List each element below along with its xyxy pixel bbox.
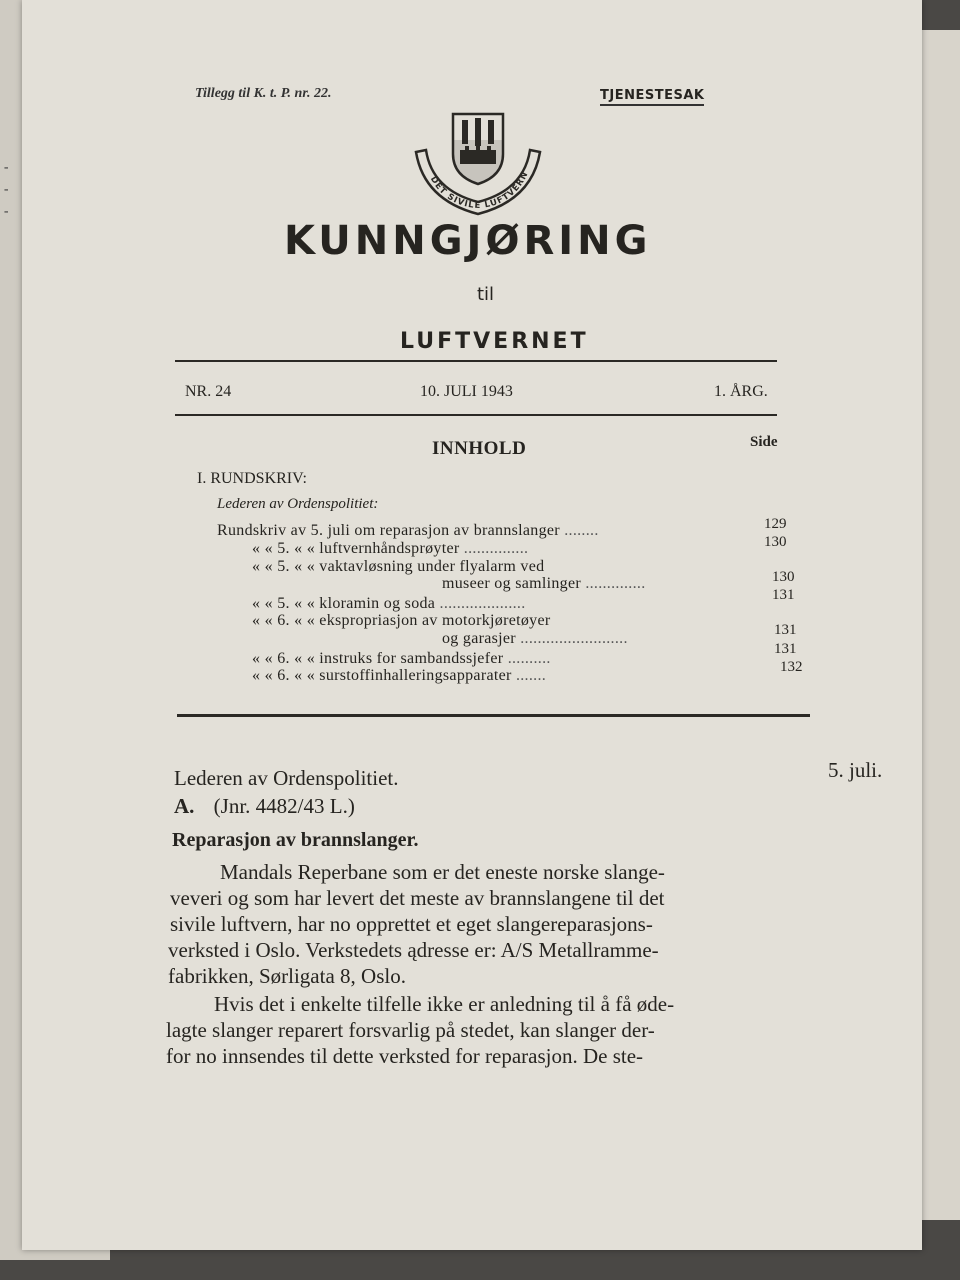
- divider: [175, 360, 777, 362]
- article-issuer: Lederen av Ordenspolitiet.: [174, 766, 399, 790]
- issue-date: 10. JULI 1943: [420, 383, 513, 400]
- crest-banner-text: DET SIVILE LUFTVERN: [427, 169, 531, 212]
- toc-entry: [217, 522, 599, 540]
- issue-number: NR. 24: [185, 383, 232, 400]
- toc-entry: [252, 667, 546, 685]
- toc-entry: [252, 595, 526, 613]
- toc-page-number: 129: [764, 516, 787, 532]
- toc-entry: [252, 558, 544, 576]
- toc-leader: ..........: [507, 650, 551, 667]
- toc-leader: ........: [564, 522, 599, 539]
- toc-page-number: 131: [774, 641, 797, 657]
- supplement-note: Tillegg til K. t. P. nr. 22.: [195, 86, 332, 101]
- article-heading: Reparasjon av brannslanger.: [172, 829, 419, 851]
- toc-entry: [252, 650, 551, 668]
- toc-page-number: 130: [772, 569, 795, 585]
- article-line: for no innsendes til dette verksted for reparasjon. De ste-: [166, 1044, 644, 1068]
- contents-section: I. RUNDSKRIV:: [197, 470, 307, 487]
- toc-entry-text: « « 5. « « vaktavløsning under flyalarm ved: [252, 558, 545, 575]
- toc-entry: [252, 612, 550, 630]
- contents-heading: INNHOLD: [432, 438, 527, 459]
- divider: [177, 714, 810, 717]
- service-stamp: TJENESTESAK: [600, 88, 704, 106]
- toc-entry-text: « « 6. « « ekspropriasjon av motorkjøretøyer: [252, 612, 551, 629]
- toc-page-number: 130: [764, 534, 787, 550]
- toc-entry: [252, 540, 528, 558]
- toc-leader: ....................: [439, 595, 526, 612]
- toc-leader: .......: [515, 667, 547, 684]
- article-line: veveri og som har levert det meste av brannslangene til det: [170, 886, 665, 910]
- contents-subsection: Lederen av Ordenspolitiet:: [217, 496, 379, 512]
- article-line: lagte slanger reparert forsvarlig på stedet, kan slanger der-: [166, 1018, 655, 1042]
- document-title: KUNNGJØRING: [284, 218, 652, 264]
- title-connector: til: [477, 284, 495, 305]
- toc-entry-text: museer og samlinger: [442, 575, 581, 592]
- toc-leader: ..............: [585, 575, 646, 592]
- underlying-page-mark: -: [2, 160, 11, 176]
- toc-entry-text: « « 6. « « instruks for sambandssjefer: [252, 650, 504, 667]
- toc-entry-continuation: [442, 630, 628, 648]
- article-journal-number: (Jnr. 4482/43 L.): [213, 794, 355, 818]
- toc-entry-text: og garasjer: [442, 630, 516, 647]
- underlying-page-mark: -: [2, 182, 11, 198]
- article-reference-letter: A.: [174, 794, 195, 818]
- toc-page-number: 131: [774, 622, 797, 638]
- document-page: [22, 0, 922, 1250]
- page-column-label: Side: [750, 434, 778, 450]
- toc-entry-text: « « 5. « « luftvernhåndsprøyter: [252, 540, 460, 557]
- article-line: fabrikken, Sørligata 8, Oslo.: [168, 964, 406, 988]
- divider: [175, 414, 777, 416]
- article-line: sivile luftvern, har no opprettet et eget slangereparasjons-: [170, 912, 653, 936]
- article-line: Hvis det i enkelte tilfelle ikke er anledning til å få øde-: [214, 992, 675, 1016]
- toc-leader: .........................: [520, 630, 628, 647]
- toc-entry-text: Rundskriv av 5. juli om reparasjon av brannslanger: [217, 522, 560, 539]
- article-line: verksted i Oslo. Verkstedets ądresse er: A/S Metallramme-: [168, 938, 659, 962]
- article-reference: [174, 794, 355, 820]
- toc-page-number: 132: [780, 659, 803, 675]
- civil-air-defence-crest-icon: [410, 110, 546, 220]
- toc-entry-text: « « 6. « « surstoffinhalleringsapparater: [252, 667, 512, 684]
- toc-entry-text: « « 5. « « kloramin og soda: [252, 595, 436, 612]
- toc-leader: ...............: [463, 540, 529, 557]
- underlying-page-mark: -: [2, 204, 11, 220]
- toc-page-number: 131: [772, 587, 795, 603]
- toc-entry-continuation: [442, 575, 646, 593]
- article-date: 5. juli.: [828, 758, 883, 782]
- issue-year: 1. ÅRG.: [714, 383, 768, 400]
- article-line: Mandals Reperbane som er det eneste norske slange-: [220, 860, 665, 884]
- document-subtitle: LUFTVERNET: [400, 329, 589, 354]
